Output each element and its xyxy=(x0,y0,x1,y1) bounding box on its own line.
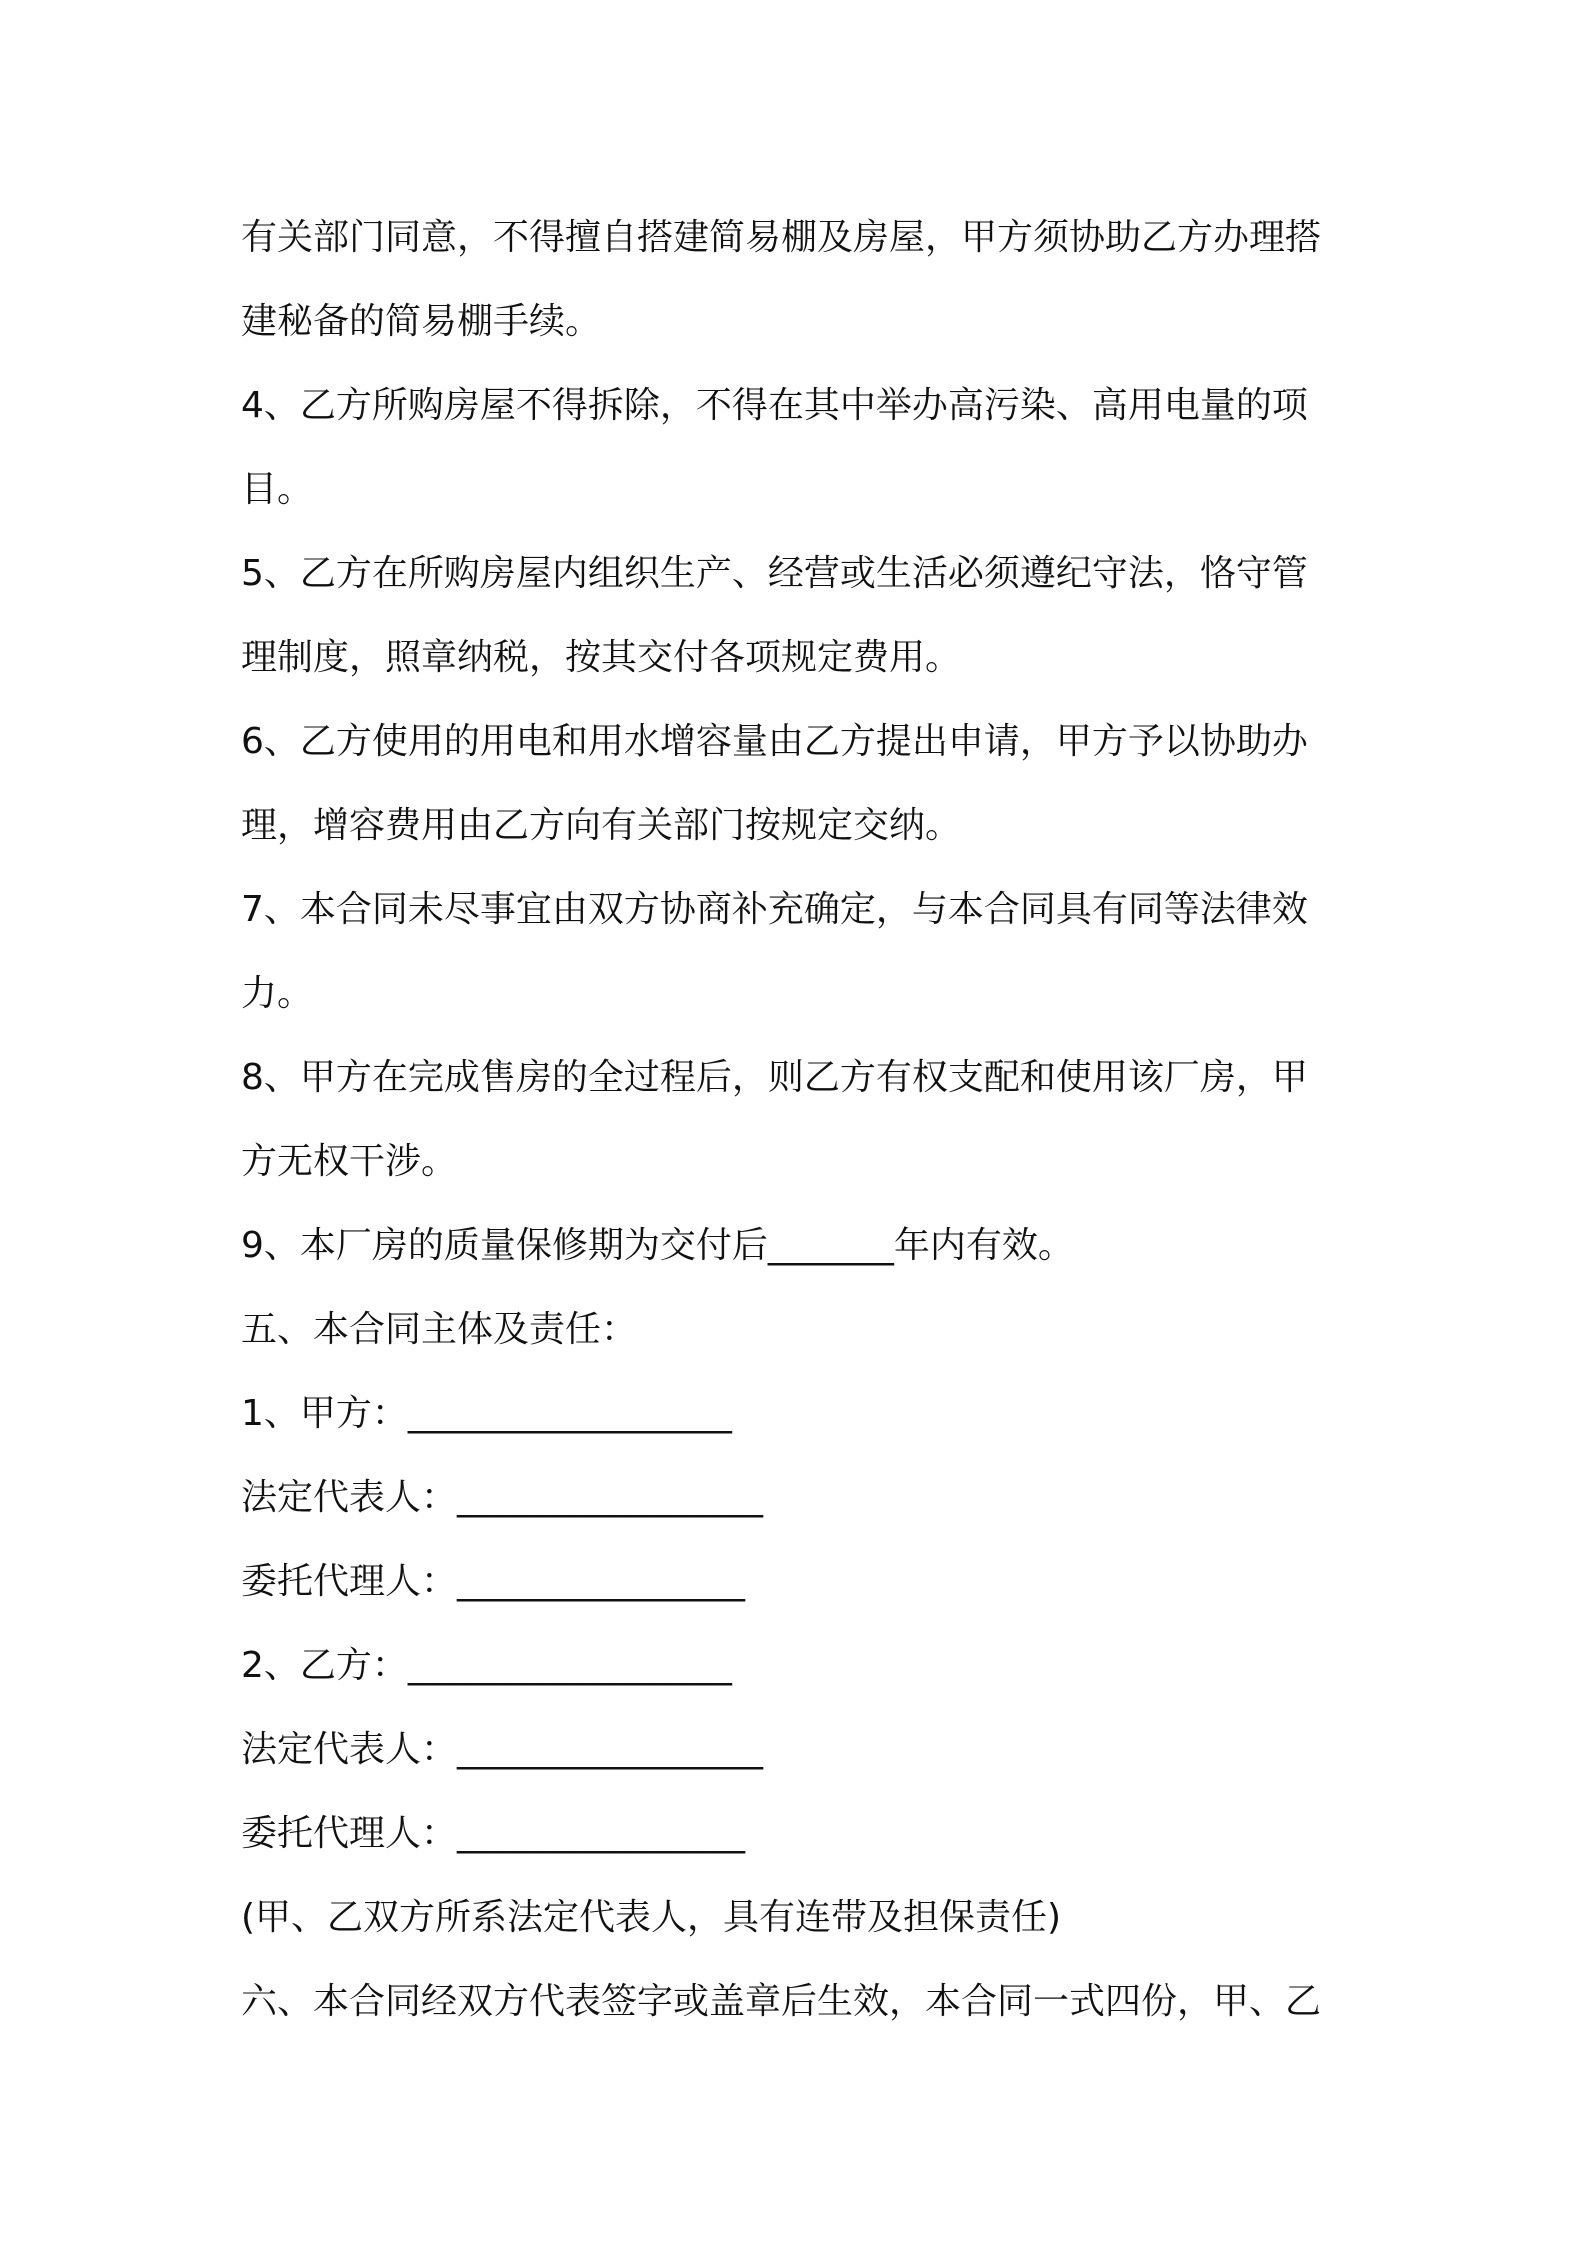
party-b-field: 2、乙方：__________________ xyxy=(241,1645,732,1686)
clause-9-line: 9、本厂房的质量保修期为交付后_______年内有效。 xyxy=(241,1225,1074,1266)
text-line: 目。 xyxy=(241,469,314,510)
clause-8-line: 8、甲方在完成售房的全过程后，则乙方有权支配和使用该厂房，甲 xyxy=(241,1057,1308,1098)
clause-7-line: 7、本合同未尽事宜由双方协商补充确定，与本合同具有同等法律效 xyxy=(241,889,1308,930)
text-line: 有关部门同意，不得擅自搭建简易棚及房屋，甲方须协助乙方办理搭 xyxy=(241,217,1322,258)
clause-5-line: 5、乙方在所购房屋内组织生产、经营或生活必须遵纪守法，恪守管 xyxy=(241,553,1308,594)
party-b-legal-rep-field: 法定代表人：_________________ xyxy=(241,1729,764,1770)
text-line: 力。 xyxy=(241,973,314,1014)
section-6-line: 六、本合同经双方代表签字或盖章后生效，本合同一式四份，甲、乙 xyxy=(241,1981,1322,2022)
document-body xyxy=(241,196,1361,2044)
party-b-agent-field: 委托代理人：________________ xyxy=(241,1813,746,1854)
clause-6-line: 6、乙方使用的用电和用水增容量由乙方提出申请，甲方予以协助办 xyxy=(241,721,1308,762)
text-line: 建秘备的简易棚手续。 xyxy=(241,301,602,342)
party-a-field: 1、甲方：__________________ xyxy=(241,1393,732,1434)
liability-note: (甲、乙双方所系法定代表人，具有连带及担保责任) xyxy=(241,1897,1062,1938)
text-line: 理制度，照章纳税，按其交付各项规定费用。 xyxy=(241,637,962,678)
section-5-heading: 五、本合同主体及责任： xyxy=(241,1309,638,1350)
clause-4-line: 4、乙方所购房屋不得拆除，不得在其中举办高污染、高用电量的项 xyxy=(241,385,1308,426)
party-a-agent-field: 委托代理人：________________ xyxy=(241,1561,746,1602)
text-line: 理，增容费用由乙方向有关部门按规定交纳。 xyxy=(241,805,962,846)
text-line: 方无权干涉。 xyxy=(241,1141,458,1182)
party-a-legal-rep-field: 法定代表人：_________________ xyxy=(241,1477,764,1518)
